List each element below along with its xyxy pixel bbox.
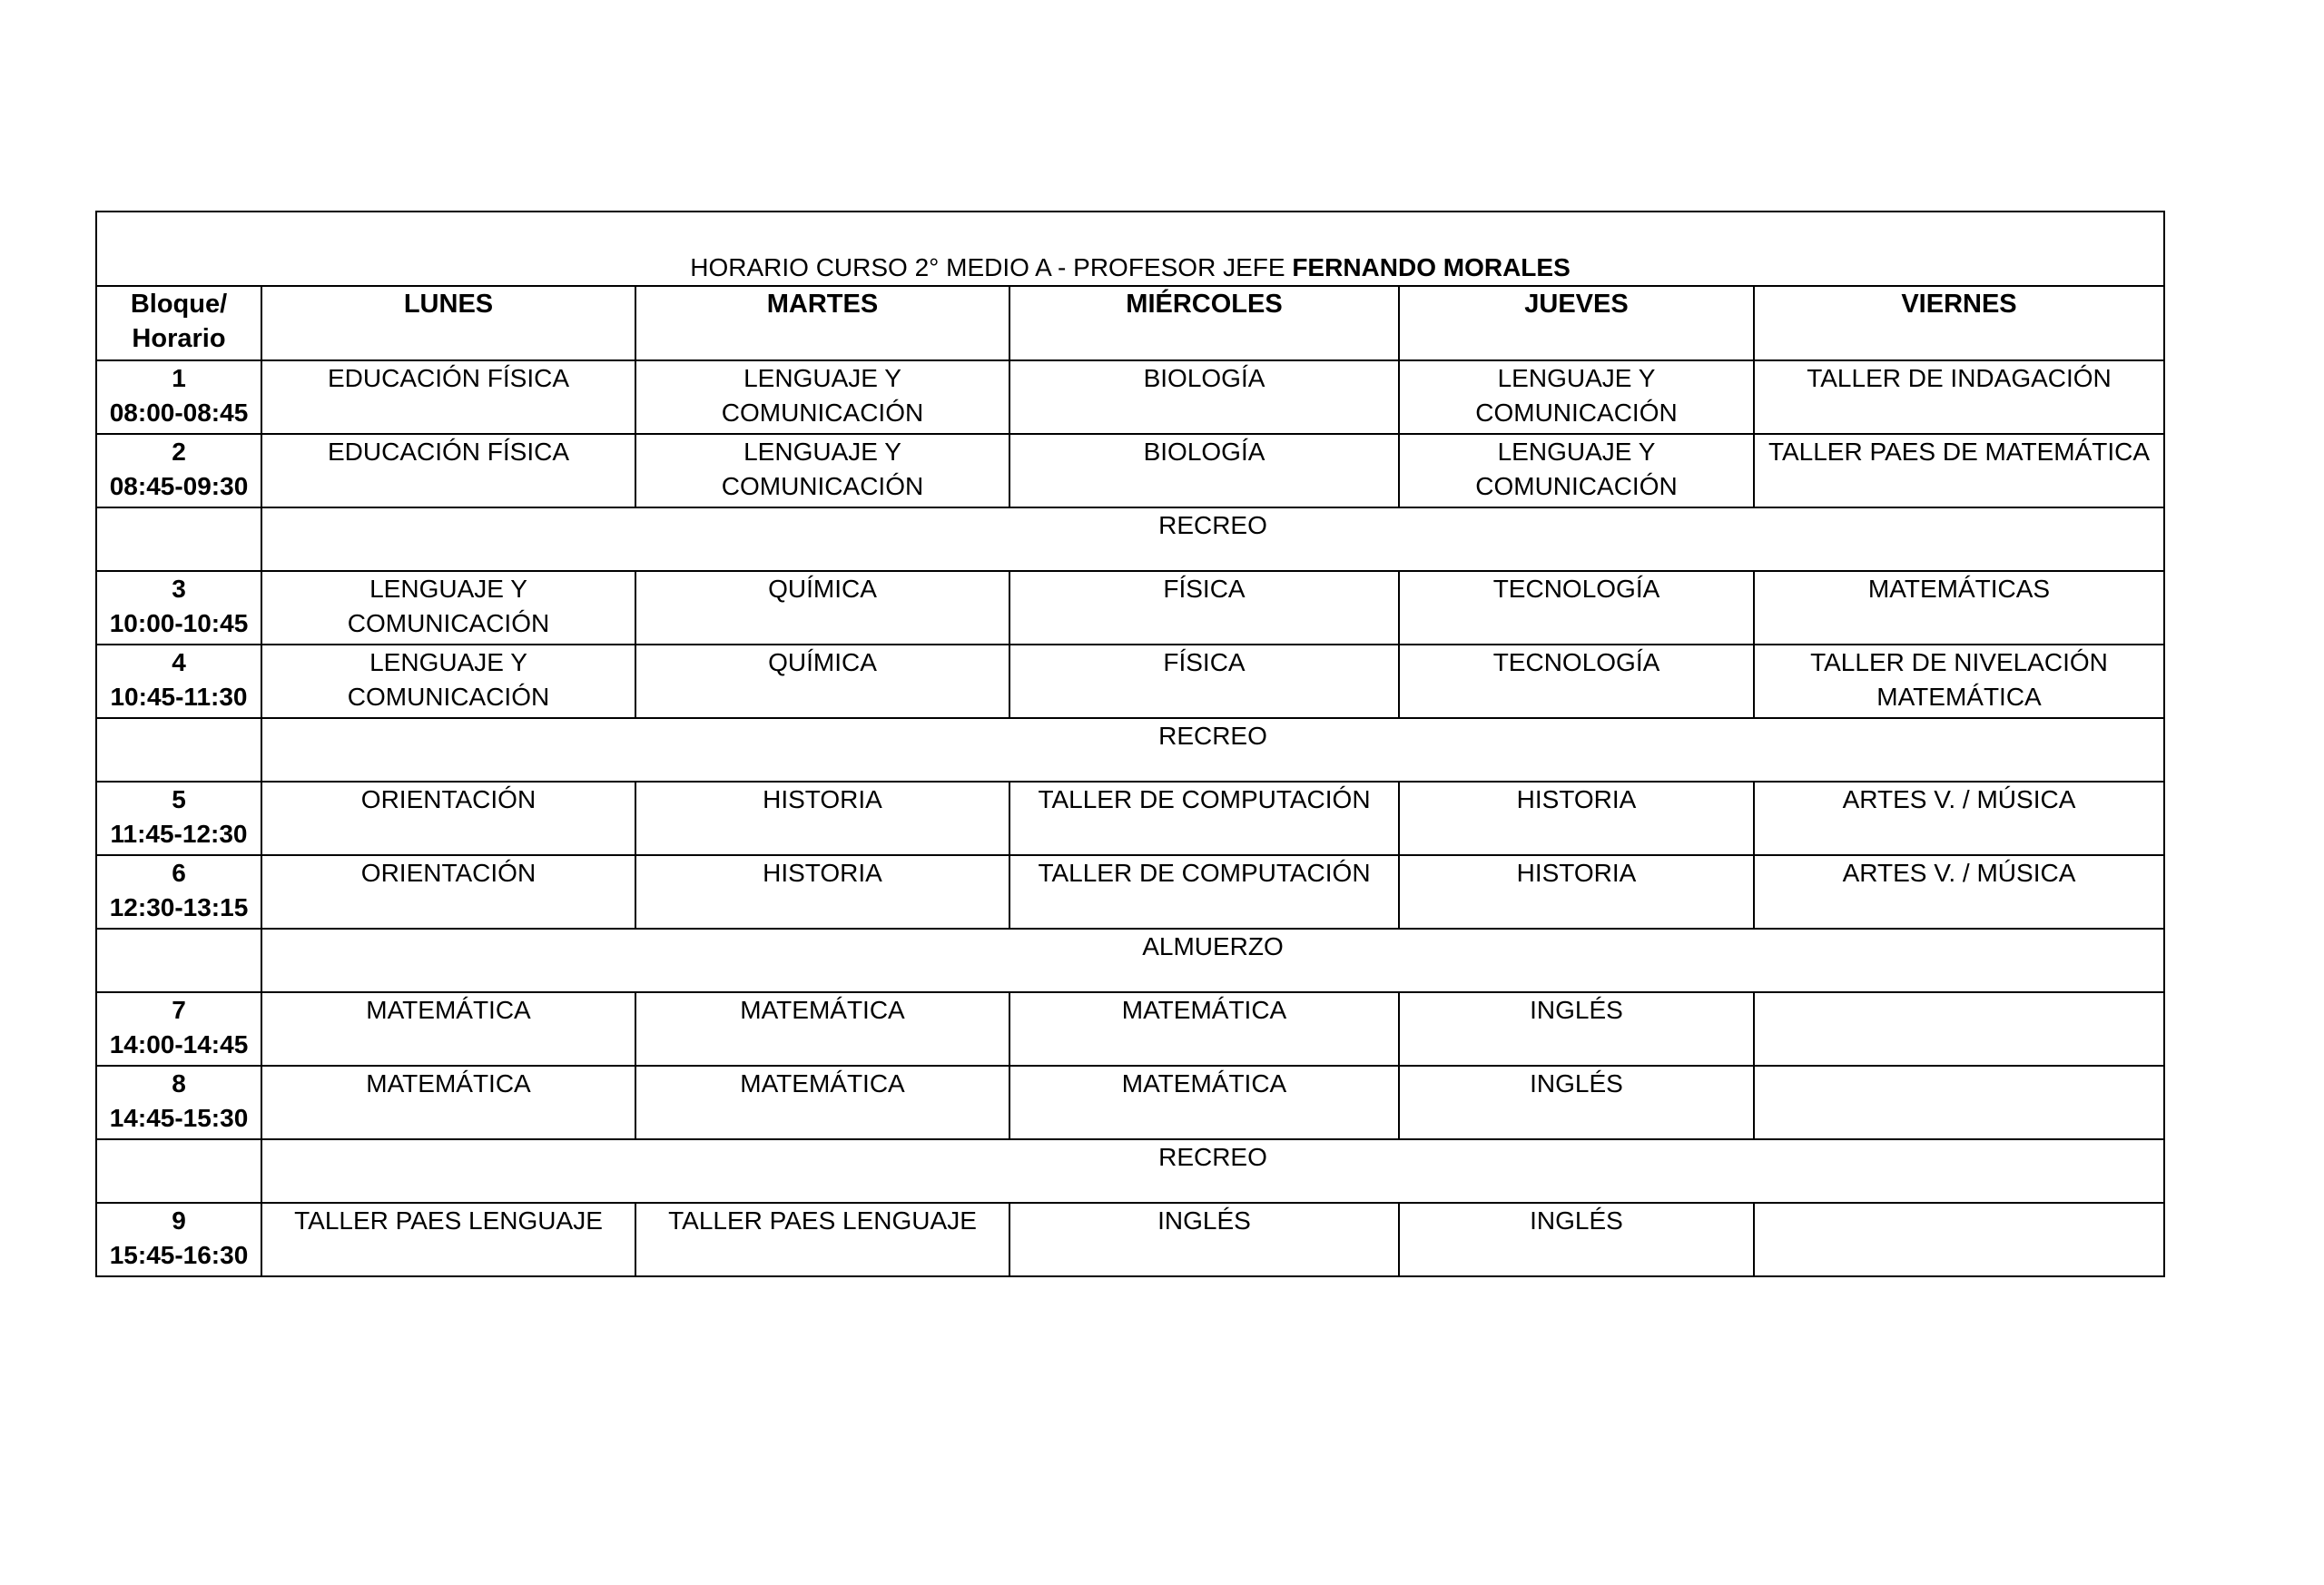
subject-cell: MATEMÁTICA — [261, 1066, 635, 1139]
block-number: 9 — [172, 1206, 186, 1235]
subject-cell — [1754, 1203, 2164, 1276]
block-number: 6 — [172, 859, 186, 887]
break-block-cell — [96, 507, 261, 571]
block-number: 7 — [172, 996, 186, 1024]
subject-cell: MATEMÁTICAS — [1754, 571, 2164, 645]
header-day-miercoles: MIÉRCOLES — [1009, 286, 1399, 360]
subject-cell: ORIENTACIÓN — [261, 855, 635, 929]
subject-cell: TALLER PAES LENGUAJE — [261, 1203, 635, 1276]
subject-cell: HISTORIA — [635, 855, 1009, 929]
break-block-cell — [96, 929, 261, 992]
block-time: 10:00-10:45 — [109, 609, 249, 637]
block-time: 12:30-13:15 — [109, 893, 249, 921]
header-block: Bloque/ Horario — [96, 286, 261, 360]
table-row — [96, 571, 2164, 645]
subject-cell: INGLÉS — [1399, 1203, 1754, 1276]
subject-cell: QUÍMICA — [635, 571, 1009, 645]
block-number: 8 — [172, 1069, 186, 1098]
subject-cell: QUÍMICA — [635, 645, 1009, 718]
subject-cell: HISTORIA — [1399, 855, 1754, 929]
block-cell — [96, 645, 261, 718]
lunch-label: ALMUERZO — [261, 929, 2164, 992]
block-cell — [96, 992, 261, 1066]
table-row — [96, 434, 2164, 507]
subject-cell: TECNOLOGÍA — [1399, 645, 1754, 718]
subject-cell: MATEMÁTICA — [261, 992, 635, 1066]
subject-cell: TALLER PAES LENGUAJE — [635, 1203, 1009, 1276]
subject-cell: MATEMÁTICA — [1009, 992, 1399, 1066]
subject-cell: HISTORIA — [635, 782, 1009, 855]
block-time: 08:45-09:30 — [109, 472, 249, 500]
subject-cell: MATEMÁTICA — [635, 992, 1009, 1066]
table-row — [96, 855, 2164, 929]
subject-cell: BIOLOGÍA — [1009, 360, 1399, 434]
table-row — [96, 645, 2164, 718]
title-prefix: HORARIO CURSO 2° MEDIO A - PROFESOR JEFE — [690, 253, 1293, 281]
subject-cell: ARTES V. / MÚSICA — [1754, 855, 2164, 929]
subject-cell: TALLER DE COMPUTACIÓN — [1009, 855, 1399, 929]
block-cell — [96, 1203, 261, 1276]
schedule-title — [96, 212, 2164, 286]
block-cell — [96, 360, 261, 434]
break-label: RECREO — [261, 1139, 2164, 1203]
block-time: 08:00-08:45 — [109, 399, 249, 427]
subject-cell — [1754, 992, 2164, 1066]
block-number: 5 — [172, 785, 186, 813]
block-number: 1 — [172, 364, 186, 392]
subject-cell: LENGUAJE Y COMUNICACIÓN — [261, 645, 635, 718]
subject-cell: INGLÉS — [1399, 1066, 1754, 1139]
schedule-table — [95, 211, 2165, 1277]
subject-cell: MATEMÁTICA — [1009, 1066, 1399, 1139]
table-row — [96, 782, 2164, 855]
subject-cell: TALLER PAES DE MATEMÁTICA — [1754, 434, 2164, 507]
block-time: 15:45-16:30 — [109, 1241, 249, 1269]
block-time: 11:45-12:30 — [110, 820, 248, 848]
break-block-cell — [96, 718, 261, 782]
teacher-name: FERNANDO MORALES — [1292, 253, 1571, 281]
subject-cell: TALLER DE COMPUTACIÓN — [1009, 782, 1399, 855]
block-cell — [96, 571, 261, 645]
table-row — [96, 992, 2164, 1066]
header-day-jueves: JUEVES — [1399, 286, 1754, 360]
header-row — [96, 286, 2164, 360]
break-row — [96, 507, 2164, 571]
block-cell — [96, 782, 261, 855]
block-time: 14:45-15:30 — [109, 1104, 249, 1132]
block-number: 2 — [172, 438, 186, 466]
table-row — [96, 1203, 2164, 1276]
subject-cell: TALLER DE NIVELACIÓN MATEMÁTICA — [1754, 645, 2164, 718]
title-row — [96, 212, 2164, 286]
subject-cell: INGLÉS — [1399, 992, 1754, 1066]
block-time: 10:45-11:30 — [110, 683, 248, 711]
header-day-viernes: VIERNES — [1754, 286, 2164, 360]
header-day-martes: MARTES — [635, 286, 1009, 360]
subject-cell: TALLER DE INDAGACIÓN — [1754, 360, 2164, 434]
break-row — [96, 1139, 2164, 1203]
block-cell — [96, 434, 261, 507]
block-cell — [96, 855, 261, 929]
subject-cell: EDUCACIÓN FÍSICA — [261, 360, 635, 434]
break-row — [96, 718, 2164, 782]
block-time: 14:00-14:45 — [109, 1030, 249, 1058]
subject-cell: LENGUAJE Y COMUNICACIÓN — [1399, 434, 1754, 507]
subject-cell: BIOLOGÍA — [1009, 434, 1399, 507]
subject-cell: LENGUAJE Y COMUNICACIÓN — [635, 360, 1009, 434]
subject-cell: LENGUAJE Y COMUNICACIÓN — [635, 434, 1009, 507]
subject-cell: FÍSICA — [1009, 571, 1399, 645]
block-cell — [96, 1066, 261, 1139]
subject-cell: FÍSICA — [1009, 645, 1399, 718]
subject-cell: LENGUAJE Y COMUNICACIÓN — [261, 571, 635, 645]
subject-cell: EDUCACIÓN FÍSICA — [261, 434, 635, 507]
subject-cell: ARTES V. / MÚSICA — [1754, 782, 2164, 855]
subject-cell: MATEMÁTICA — [635, 1066, 1009, 1139]
break-label: RECREO — [261, 718, 2164, 782]
subject-cell: HISTORIA — [1399, 782, 1754, 855]
subject-cell — [1754, 1066, 2164, 1139]
break-label: RECREO — [261, 507, 2164, 571]
subject-cell: TECNOLOGÍA — [1399, 571, 1754, 645]
block-number: 3 — [172, 575, 186, 603]
subject-cell: ORIENTACIÓN — [261, 782, 635, 855]
block-number: 4 — [172, 648, 186, 676]
table-row — [96, 1066, 2164, 1139]
header-day-lunes: LUNES — [261, 286, 635, 360]
break-block-cell — [96, 1139, 261, 1203]
table-row — [96, 360, 2164, 434]
subject-cell: LENGUAJE Y COMUNICACIÓN — [1399, 360, 1754, 434]
break-row — [96, 929, 2164, 992]
subject-cell: INGLÉS — [1009, 1203, 1399, 1276]
